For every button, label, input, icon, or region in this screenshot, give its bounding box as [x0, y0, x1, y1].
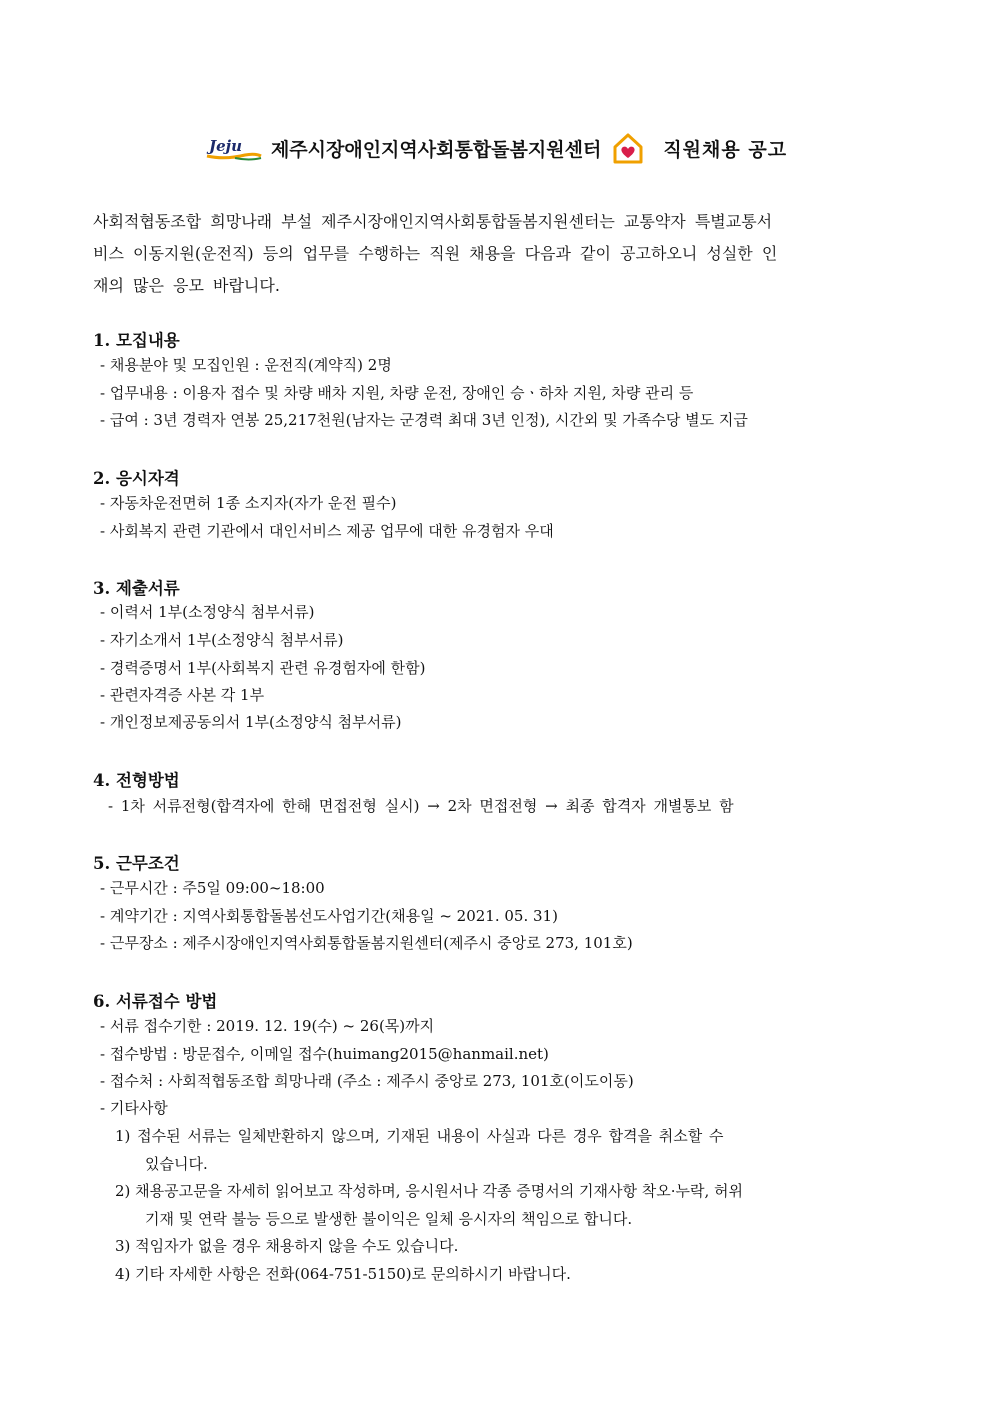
- intro-line: 사회적협동조합 희망나래 부설 제주시장애인지역사회통합돌봄지원센터는 교통약자 특별교통서: [93, 212, 773, 231]
- list-item: - 자동차운전면허 1종 소지자(자가 운전 필수): [100, 494, 397, 512]
- section-heading: 4. 전형방법: [93, 771, 180, 790]
- jeju-logo: [205, 134, 263, 162]
- list-item: - 업무내용 : 이용자 접수 및 차량 배차 지원, 차량 운전, 장애인 승ㆍ하차 지원, 차량 관리 등: [100, 384, 694, 402]
- house-heart-icon: [611, 131, 645, 165]
- note-item: 2) 채용공고문을 자세히 읽어보고 작성하며, 응시원서나 각종 증명서의 기재사항 착오·누락, 허위: [115, 1182, 744, 1200]
- list-item: - 자기소개서 1부(소정양식 첨부서류): [100, 631, 344, 649]
- notice-title: 직원채용 공고: [663, 138, 788, 161]
- list-item: - 서류 접수기한 : 2019. 12. 19(수) ~ 26(목)까지: [100, 1017, 435, 1035]
- note-item-continued: 기재 및 연락 불능 등으로 발생한 불이익은 일체 응시자의 책임으로 합니다.: [145, 1210, 633, 1228]
- list-item: - 채용분야 및 모집인원 : 운전직(계약직) 2명: [100, 356, 392, 374]
- note-item: 1) 접수된 서류는 일체반환하지 않으며, 기재된 내용이 사실과 다른 경우 합격을 취소할 수: [115, 1127, 724, 1145]
- list-item: - 근무장소 : 제주시장애인지역사회통합돌봄지원센터(제주시 중앙로 273, 101호): [100, 934, 633, 952]
- intro-line: 비스 이동지원(운전직) 등의 업무를 수행하는 직원 채용을 다음과 같이 공고하오니 성실한 인: [93, 244, 778, 263]
- list-item: - 계약기간 : 지역사회통합돌봄선도사업기간(채용일 ~ 2021. 05. 31): [100, 907, 558, 925]
- list-item: - 1차 서류전형(합격자에 한해 면접전형 실시) → 2차 면접전형 → 최종 합격자 개별통보 함: [108, 797, 734, 815]
- intro-line: 재의 많은 응모 바랍니다.: [93, 276, 280, 295]
- list-item: - 접수방법 : 방문접수, 이메일 접수(huimang2015@hanmail.net): [100, 1045, 549, 1063]
- section-heading: 3. 제출서류: [93, 579, 180, 598]
- note-item-continued: 있습니다.: [145, 1155, 208, 1173]
- list-item: - 관련자격증 사본 각 1부: [100, 686, 265, 704]
- list-item: - 사회복지 관련 기관에서 대인서비스 제공 업무에 대한 유경험자 우대: [100, 522, 554, 540]
- list-item: - 개인정보제공동의서 1부(소정양식 첨부서류): [100, 713, 402, 731]
- section-heading: 1. 모집내용: [93, 331, 180, 350]
- list-item: - 경력증명서 1부(사회복지 관련 유경험자에 한함): [100, 659, 426, 677]
- intro-paragraph: [93, 206, 901, 302]
- list-item: - 접수처 : 사회적협동조합 희망나래 (주소 : 제주시 중앙로 273, 101호(이도이동): [100, 1072, 634, 1090]
- jeju-logo-text: Jeju: [208, 137, 242, 155]
- note-item: 3) 적임자가 없을 경우 채용하지 않을 수도 있습니다.: [115, 1237, 459, 1255]
- title-row: [0, 128, 992, 168]
- note-item: 4) 기타 자세한 사항은 전화(064-751-5150)로 문의하시기 바랍니다.: [115, 1265, 571, 1283]
- section-heading: 6. 서류접수 방법: [93, 992, 218, 1011]
- list-item: - 근무시간 : 주5일 09:00~18:00: [100, 879, 325, 897]
- section-heading: 5. 근무조건: [93, 854, 180, 873]
- list-item: - 급여 : 3년 경력자 연봉 25,217천원(남자는 군경력 최대 3년 인정), 시간외 및 가족수당 별도 지급: [100, 411, 748, 429]
- list-item: - 이력서 1부(소정양식 첨부서류): [100, 603, 315, 621]
- center-name: 제주시장애인지역사회통합돌봄지원센터: [270, 138, 602, 161]
- list-item: - 기타사항: [100, 1099, 168, 1117]
- section-heading: 2. 응시자격: [93, 469, 180, 488]
